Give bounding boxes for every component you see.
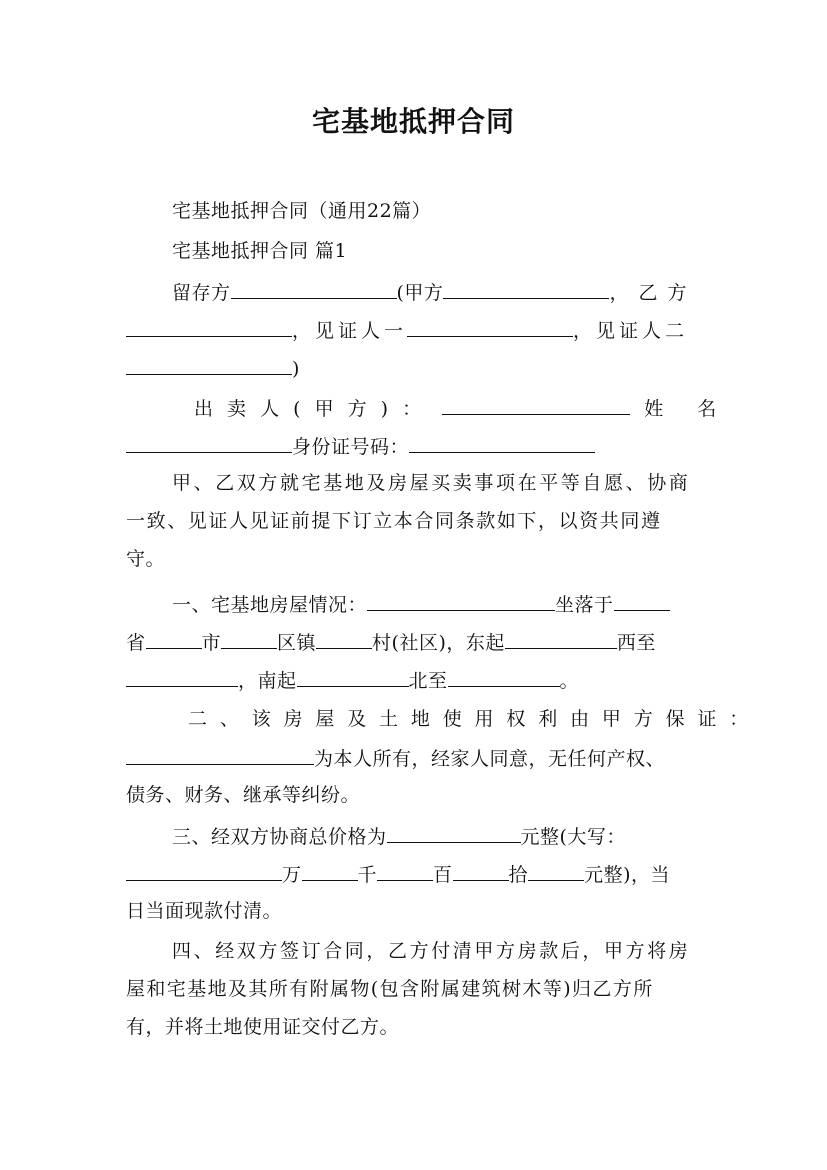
clause2-line-3: 债务、财务、继承等纠纷。	[126, 784, 361, 806]
district-label: 区镇	[277, 632, 317, 654]
clause4-line-3: 有，并将土地使用证交付乙方。	[126, 1016, 400, 1038]
witness-2-label: ，见证人二	[573, 320, 689, 342]
parties-line-2	[126, 316, 704, 344]
id-label: 身份证号码：	[292, 436, 410, 458]
east-blank	[505, 628, 617, 649]
qian-label: 千	[357, 864, 378, 886]
wan-label: 万	[282, 864, 302, 886]
clause1-blank	[367, 590, 555, 611]
witness-2-blank	[126, 354, 292, 375]
clause1-label: 一、宅基地房屋情况：	[172, 594, 368, 616]
intro-line-1: 甲、乙双方就宅基地及房屋买卖事项在平等自愿、协商	[172, 472, 691, 494]
clause1-line-2	[126, 628, 704, 656]
village-label: 村(社区)，东起	[372, 632, 505, 654]
party-b-label: ，乙方	[609, 282, 697, 304]
qian-blank	[302, 860, 358, 881]
district-blank	[221, 628, 277, 649]
keep-party-blank	[231, 278, 397, 299]
keep-party-label: 留存方	[172, 282, 231, 304]
parties-line-1	[172, 278, 704, 306]
clause1-line-1	[172, 590, 704, 618]
seller-blank	[442, 394, 630, 415]
bai-label: 百	[433, 864, 453, 886]
witness-1-label: ，见证人一	[292, 320, 408, 342]
clause3-line-2	[126, 860, 704, 888]
id-blank	[409, 432, 595, 453]
north-label: 北至	[408, 670, 448, 692]
clause2-line-1: 二 、 该 房 屋 及 土 地 使 用 权 利 由 甲 方 保 证 ：	[188, 708, 752, 730]
party-a-blank	[443, 278, 609, 299]
city-blank	[146, 628, 202, 649]
city-label: 市	[201, 632, 222, 654]
document-title: 宅基地抵押合同	[311, 105, 515, 138]
province-label: 省	[126, 632, 146, 654]
clause1-end: 。	[559, 670, 580, 692]
shi-blank	[453, 860, 509, 881]
clause4-line-1: 四、经双方签订合同，乙方付清甲方房款后，甲方将房	[172, 940, 691, 962]
yuan-label: 元整)，当	[584, 864, 670, 886]
price-blank	[387, 822, 521, 843]
wan-blank	[126, 860, 282, 881]
intro-line-2: 一致、见证人见证前提下订立本合同条款如下，以资共同遵	[126, 510, 662, 532]
clause3-line-1	[172, 822, 704, 850]
west-label: 西至	[616, 632, 656, 654]
price-label: 三、经双方协商总价格为	[172, 826, 387, 848]
location-blank	[614, 590, 670, 611]
seller-line-1	[194, 394, 731, 422]
party-b-blank	[126, 316, 292, 337]
seller-line-2	[126, 432, 704, 460]
section-heading: 宅基地抵押合同 篇1	[172, 240, 348, 262]
south-blank	[297, 666, 409, 687]
yuan-blank	[528, 860, 584, 881]
guarantee-blank	[126, 744, 314, 765]
document-subtitle: 宅基地抵押合同（通用22篇）	[172, 200, 432, 222]
north-blank	[448, 666, 560, 687]
bai-blank	[377, 860, 433, 881]
clause2-line-2	[126, 744, 716, 772]
name-label: 姓 名	[644, 398, 731, 420]
shi-label: 拾	[508, 864, 529, 886]
clause3-line-3: 日当面现款付清。	[126, 900, 283, 922]
south-label: ，南起	[238, 670, 297, 692]
price-uppercase-label: 元整(大写：	[520, 826, 626, 848]
witness-1-blank	[407, 316, 573, 337]
location-label: 坐落于	[555, 594, 614, 616]
parties-close: )	[292, 358, 300, 380]
name-blank	[126, 432, 292, 453]
village-blank	[316, 628, 372, 649]
party-a-label: (甲方	[396, 282, 444, 304]
clause2-text: 为本人所有，经家人同意，无任何产权、	[314, 748, 666, 770]
west-blank	[126, 666, 238, 687]
intro-line-3: 守。	[126, 548, 166, 570]
clause1-line-3	[126, 666, 704, 694]
seller-label: 出 卖 人 ( 甲 方 ) ：	[194, 398, 426, 420]
parties-line-3	[126, 354, 704, 382]
clause4-line-2: 屋和宅基地及其所有附属物(包含附属建筑树木等)归乙方所	[126, 978, 654, 1000]
